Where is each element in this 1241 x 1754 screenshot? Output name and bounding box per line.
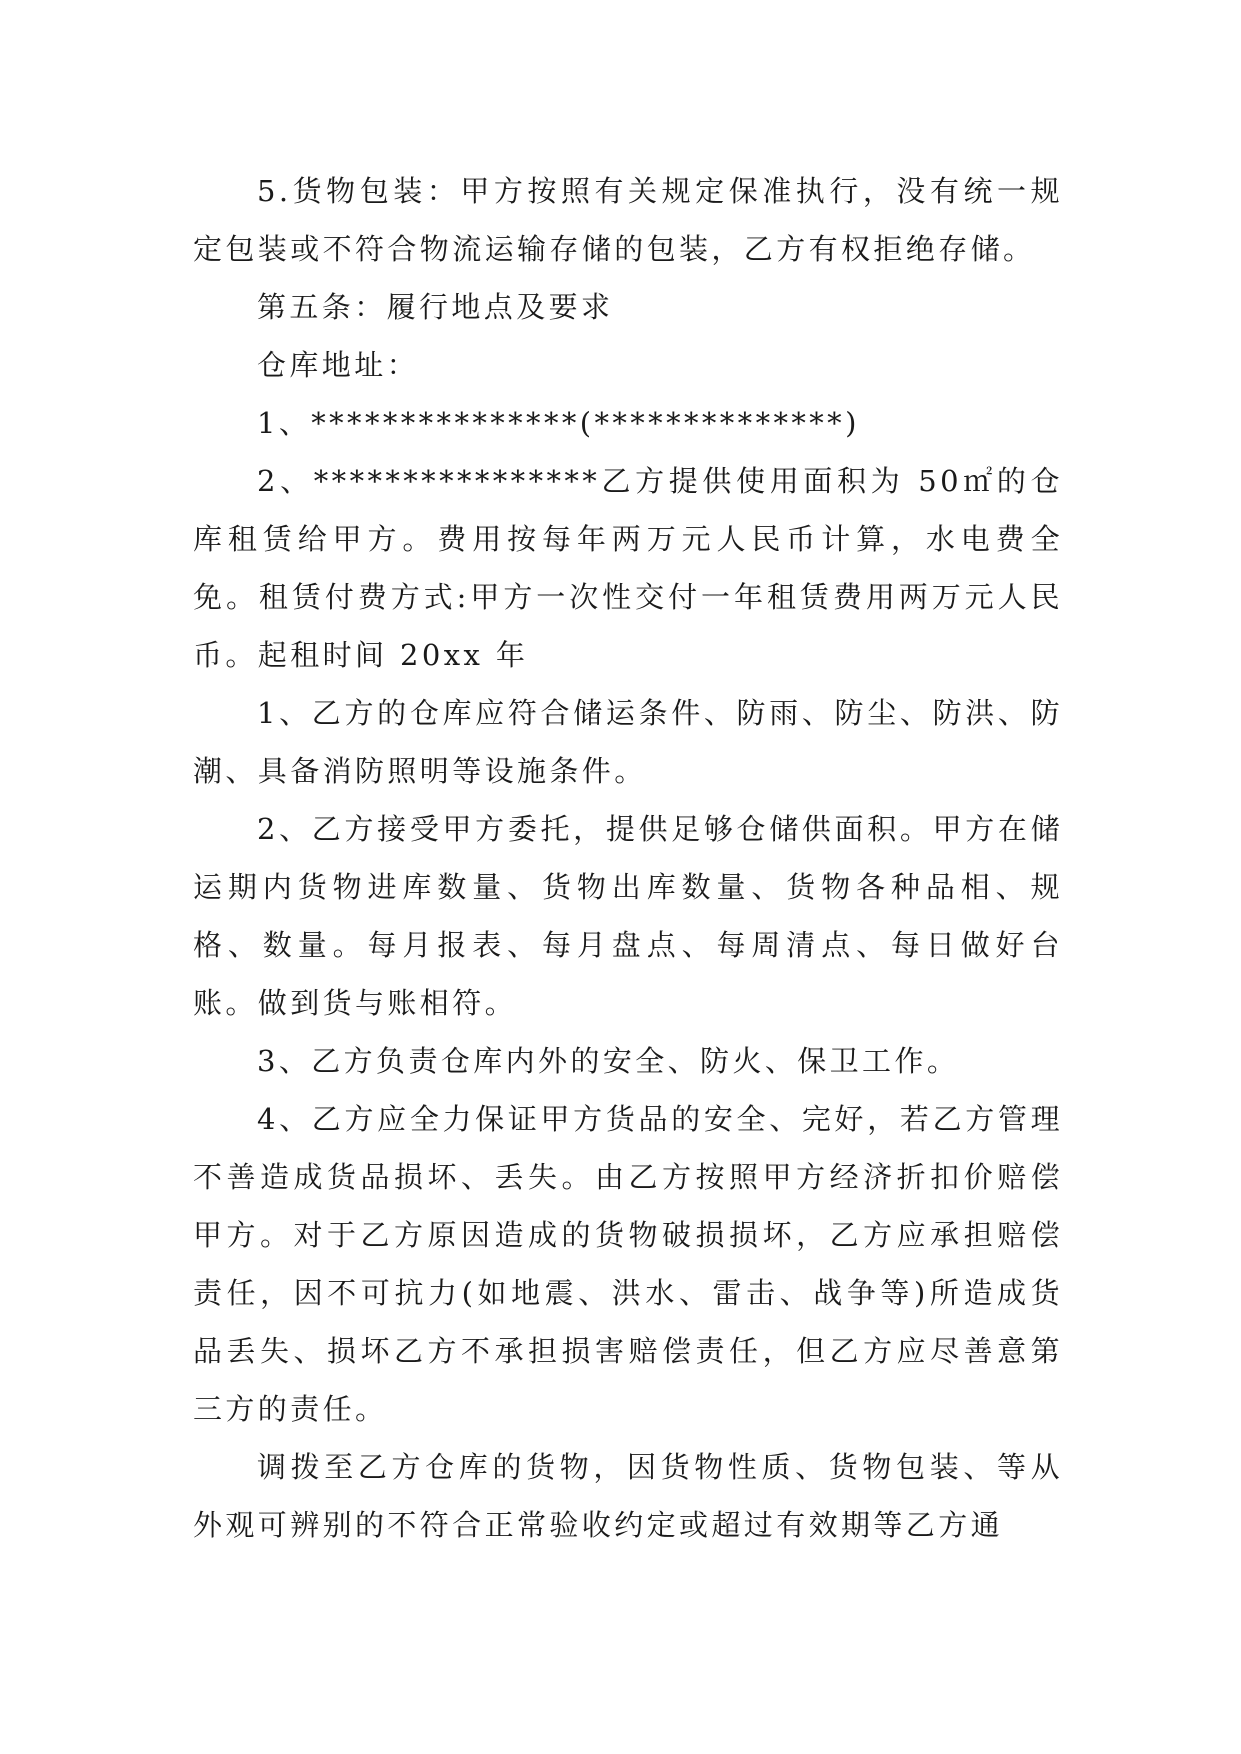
- paragraph-requirement-2: 2、乙方接受甲方委托，提供足够仓储供面积。甲方在储运期内货物进库数量、货物出库数量、货物各种品相、规格、数量。每月报表、每月盘点、每周清点、每日做好台账。做到货与账相符。: [193, 812, 1063, 1020]
- paragraph-warehouse-address-label: 仓库地址：: [257, 348, 420, 382]
- paragraph-requirement-1: 1、乙方的仓库应符合储运条件、防雨、防尘、防洪、防潮、具备消防照明等设施条件。: [193, 696, 1063, 788]
- paragraph-requirement-3: 3、乙方负责仓库内外的安全、防火、保卫工作。: [257, 1044, 960, 1078]
- paragraph-transfer-goods: 调拨至乙方仓库的货物，因货物性质、货物包装、等从外观可辨别的不符合正常验收约定或超过有效期等乙方通: [193, 1450, 1063, 1542]
- paragraph-address-2-lease: 2、****************乙方提供使用面积为 50㎡的仓库租赁给甲方。费用按每年两万元人民币计算，水电费全免。租赁付费方式:甲方一次性交付一年租赁费用两万元人民币。起租时间 20xx 年: [193, 464, 1063, 672]
- paragraph-packaging: 5.货物包装：甲方按照有关规定保准执行，没有统一规定包装或不符合物流运输存储的包装，乙方有权拒绝存储。: [193, 174, 1063, 266]
- document-body: [193, 162, 1063, 1554]
- paragraph-requirement-4: 4、乙方应全力保证甲方货品的安全、完好，若乙方管理不善造成货品损坏、丢失。由乙方按照甲方经济折扣价赔偿甲方。对于乙方原因造成的货物破损损坏，乙方应承担赔偿责任，因不可抗力(如地震、洪水、雷击、战争等)所造成货品丢失、损坏乙方不承担损害赔偿责任，但乙方应尽善意第三方的责任。: [193, 1102, 1063, 1426]
- paragraph-address-1: 1、***************(**************): [257, 406, 860, 440]
- paragraph-article-five-heading: 第五条：履行地点及要求: [257, 290, 614, 324]
